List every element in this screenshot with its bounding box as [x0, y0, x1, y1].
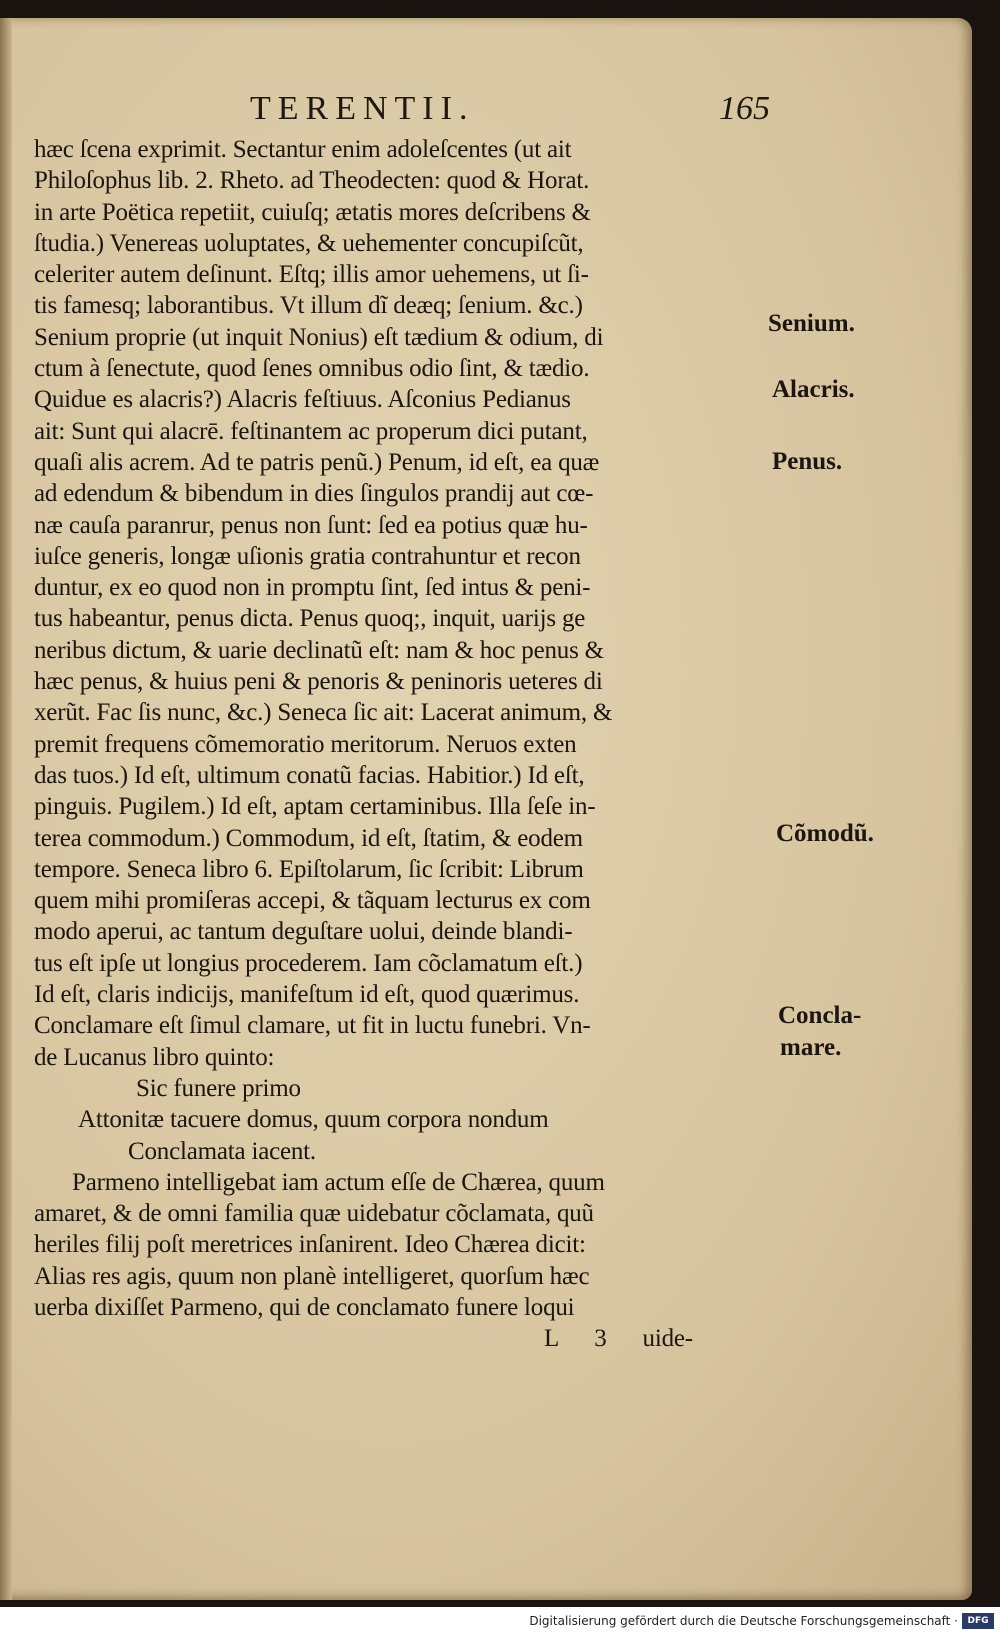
verse-line: Sic funere primo	[136, 1074, 301, 1102]
text-line: amaret, & de omni familia quæ uidebatur cõclamata, quũ	[34, 1200, 594, 1228]
text-line: Conclamare eſt ſimul clamare, ut fit in luctu funebri. Vn-	[34, 1012, 591, 1040]
text-line: tempore. Seneca libro 6. Epiſtolarum, ſic ſcribit: Librum	[34, 855, 584, 883]
text-line: hæc ſcena exprimit. Sectantur enim adoleſcentes (ut ait	[34, 136, 572, 163]
text-line: tis famesq; laborantibus. Vt illum dĩ deæq; ſenium. &c.)	[34, 292, 583, 320]
funding-credit: Digitalisierung gefördert durch die Deutsche Forschungsgemeinschaft ·	[529, 1614, 958, 1628]
digitization-footer	[0, 1607, 1000, 1637]
text-line: ſtudia.) Venereas uoluptates, & uehementer concupiſcũt,	[34, 229, 584, 257]
text-line: heriles filij poſt meretrices inſanirent. Ideo Chærea dicit:	[34, 1231, 586, 1259]
margin-note-penus: Penus.	[772, 448, 843, 475]
text-line: tus habeantur, penus dicta. Penus quoq;, inquit, uarijs ge	[34, 605, 586, 633]
text-line: de Lucanus libro quinto:	[34, 1043, 275, 1071]
dfg-logo-icon: DFG	[962, 1613, 994, 1629]
signature-catchword-line: L 3 uide-	[544, 1325, 693, 1353]
margin-note-commodum: Cõmodũ.	[776, 820, 874, 847]
page-gutter	[0, 18, 12, 1600]
margin-note-senium: Senium.	[768, 310, 855, 337]
text-line: uerba dixiſſet Parmeno, qui de conclamato funere loqui	[34, 1293, 575, 1321]
margin-note-conclamare-1: Concla-	[778, 1002, 862, 1029]
verse-line: Attonitæ tacuere domus, quum corpora nondum	[78, 1106, 549, 1134]
page-header	[250, 90, 770, 130]
text-line: ctum à ſenectute, quod ſenes omnibus odio ſint, & tædio.	[34, 355, 590, 383]
text-line: hæc penus, & huius peni & penoris & peninoris ueteres di	[34, 668, 603, 696]
text-line: das tuos.) Id eſt, ultimum conatũ facias. Habitior.) Id eſt,	[34, 761, 585, 789]
verse-line: Conclamata iacent.	[128, 1137, 316, 1165]
text-line: Philoſophus lib. 2. Rheto. ad Theodecten: quod & Horat.	[34, 167, 590, 195]
running-head: TERENTII.	[250, 90, 475, 127]
text-line: celeriter autem deſinunt. Eſtq; illis amor uehemens, ut ſi-	[34, 261, 589, 289]
text-line: premit frequens cõmemoratio meritorum. Neruos exten	[34, 730, 577, 758]
text-line: modo aperui, ac tantum deguſtare uolui, deinde blandi-	[34, 918, 573, 946]
text-line: quem mihi promiſeras accepi, & tãquam lecturus ex com	[34, 887, 591, 915]
text-line: Alias res agis, quum non planè intelligeret, quorſum hæc	[34, 1262, 590, 1290]
margin-note-conclamare-2: mare.	[780, 1034, 842, 1061]
text-line: Id eſt, claris indicijs, manifeſtum id eſt, quod quærimus.	[34, 981, 580, 1009]
text-line: Quidue es alacris?) Alacris feſtiuus. Aſconius Pedianus	[34, 386, 571, 414]
text-line: ad edendum & bibendum in dies ſingulos prandij aut cœ-	[34, 480, 594, 508]
paragraph-start-line: Parmeno intelligebat iam actum eſſe de Chærea, quum	[72, 1168, 605, 1196]
page-number: 165	[719, 90, 770, 127]
text-line: duntur, ex eo quod non in promptu ſint, ſed intus & peni-	[34, 574, 591, 602]
text-line: pinguis. Pugilem.) Id eſt, aptam certaminibus. Illa ſeſe in-	[34, 793, 596, 821]
text-line: neribus dictum, & uarie declinatũ eſt: nam & hoc penus &	[34, 636, 604, 664]
text-line: Senium proprie (ut inquit Nonius) eſt tædium & odium, di	[34, 323, 604, 351]
main-text-block	[34, 134, 764, 1355]
text-line: ait: Sunt qui alacrē. feſtinantem ac properum dici putant,	[34, 417, 588, 445]
text-line: quaſi alis acrem. Ad te patris penũ.) Penum, id eſt, ea quæ	[34, 448, 600, 476]
text-line: iuſce generis, longæ uſionis gratia contrahuntur et recon	[34, 542, 581, 570]
margin-note-alacris: Alacris.	[772, 376, 855, 403]
text-line: in arte Poëtica repetiit, cuiuſq; ætatis mores deſcribens &	[34, 198, 591, 226]
text-line: xerũt. Fac ſis nunc, &c.) Seneca ſic ait: Lacerat animum, &	[34, 699, 613, 727]
text-line: terea commodum.) Commodum, id eſt, ſtatim, & eodem	[34, 824, 583, 852]
text-line: tus eſt ipſe ut longius procederem. Iam cõclamatum eſt.)	[34, 949, 583, 977]
text-line: næ cauſa paranrur, penus non ſunt: ſed ea potius quæ hu-	[34, 511, 588, 539]
